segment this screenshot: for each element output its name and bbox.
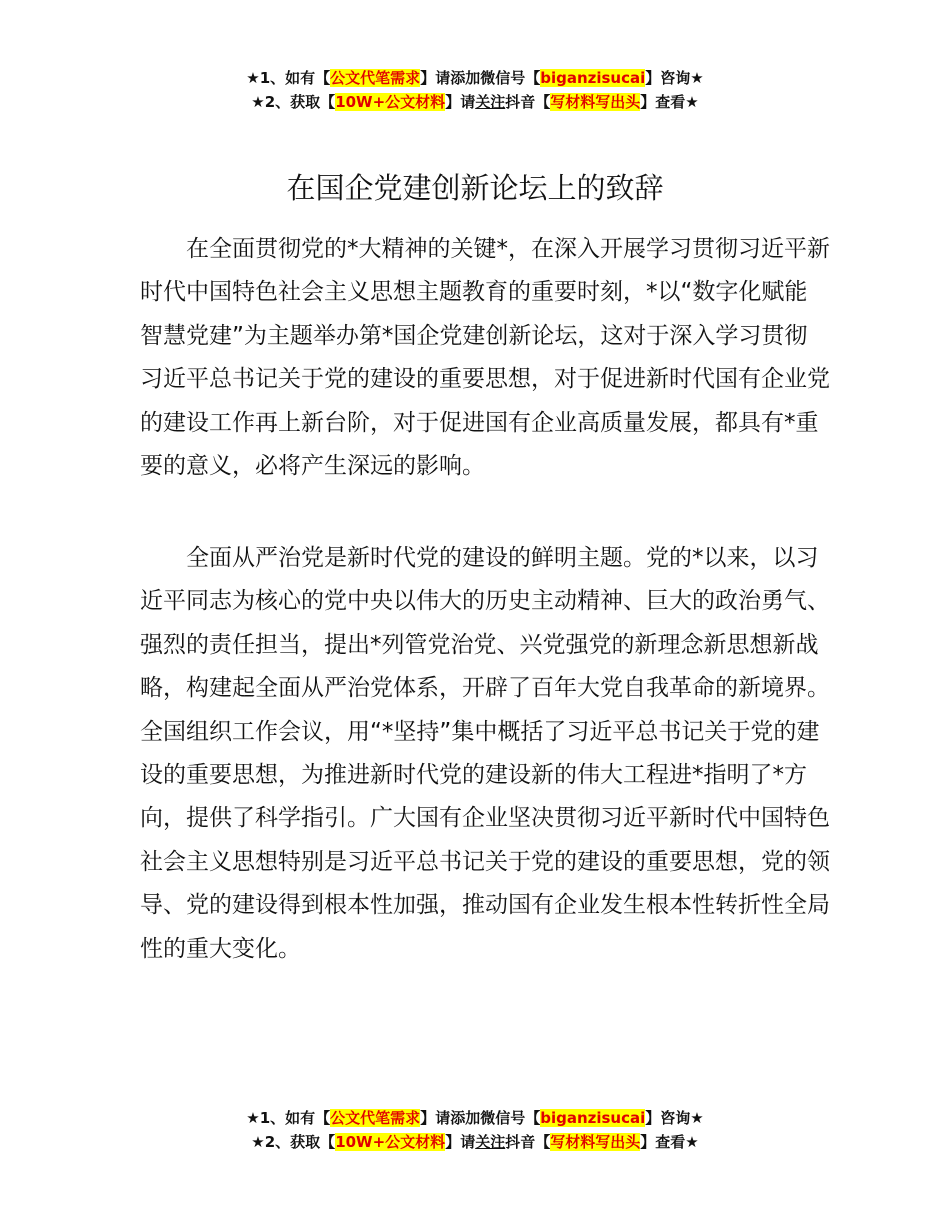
body-paragraph: 在全面贯彻党的*大精神的关键*，在深入开展学习贯彻习近平新时代中国特色社会主义思想主题教育的重要时刻，*以“数字化赋能智慧党建”为主题举办第*国企党建创新论坛，这对于深入学习贯彻习近平总书记关于党的建设的重要思想，对于促进新时代国有企业党的建设工作再上新台阶，对于促进国有企业高质量发展，都具有*重要的意义，必将产生深远的影响。 — [140, 236, 830, 480]
highlight-service: 公文代笔需求 — [330, 69, 421, 87]
promo-line-1: ★1、如有【公文代笔需求】请添加微信号【biganzisucai】咨询★ — [246, 69, 704, 87]
promo-banner-top — [0, 66, 950, 114]
underlined-follow: 关注 — [475, 93, 506, 111]
document-title: 在国企党建创新论坛上的致辞 — [286, 171, 664, 205]
highlight-service: 公文代笔需求 — [330, 1109, 421, 1127]
promo-line-2: ★2、获取【10W+公文材料】请关注抖音【写材料写出头】查看★ — [251, 1133, 699, 1151]
highlight-materials: 10W+公文材料 — [335, 1133, 446, 1151]
highlight-wechat-id: biganzisucai — [540, 69, 646, 87]
promo-banner-bottom — [0, 1106, 950, 1154]
underlined-follow: 关注 — [475, 1133, 506, 1151]
body-paragraph-2-container — [140, 537, 830, 971]
body-paragraph: 全面从严治党是新时代党的建设的鲜明主题。党的*以来，以习近平同志为核心的党中央以伟大的历史主动精神、巨大的政治勇气、强烈的责任担当，提出*列管党治党、兴党强党的新理念新思想新战略，构建起全面从严治党体系，开辟了百年大党自我革命的新境界。全国组织工作会议，用“*坚持”集中概括了习近平总书记关于党的建设的重要思想，为推进新时代党的建设新的伟大工程进*指明了*方向，提供了科学指引。广大国有企业坚决贯彻习近平新时代中国特色社会主义思想特别是习近平总书记关于党的建设的重要思想，党的领导、党的建设得到根本性加强，推动国有企业发生根本性转折性全局性的重大变化。 — [140, 545, 830, 962]
promo-line-2: ★2、获取【10W+公文材料】请关注抖音【写材料写出头】查看★ — [251, 93, 699, 111]
promo-line-1: ★1、如有【公文代笔需求】请添加微信号【biganzisucai】咨询★ — [246, 1109, 704, 1127]
highlight-account: 写材料写出头 — [550, 93, 641, 111]
highlight-account: 写材料写出头 — [550, 1133, 641, 1151]
body-paragraph-1-container — [140, 228, 830, 488]
highlight-materials: 10W+公文材料 — [335, 93, 446, 111]
highlight-wechat-id: biganzisucai — [540, 1109, 646, 1127]
